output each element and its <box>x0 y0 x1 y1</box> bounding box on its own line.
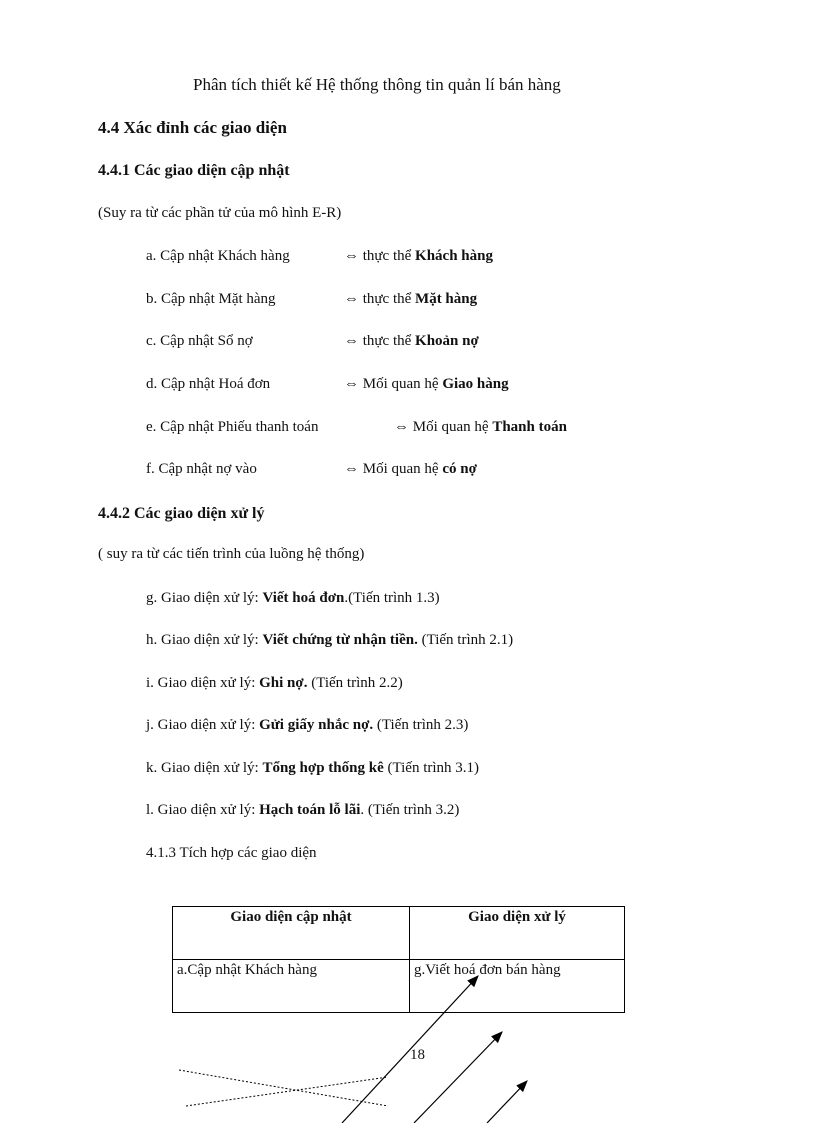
list-item-label: d. Cập nhật Hoá đơn <box>146 376 271 392</box>
page-number: 18 <box>410 1047 425 1063</box>
relation-text: ⇔ Mối quan hệ <box>344 376 443 392</box>
process-prefix: k. Giao diện xử lý: <box>146 760 263 776</box>
section-heading-4-4-2: 4.4.2 Các giao diện xử lý <box>98 505 265 522</box>
section-note-4-4-1: (Suy ra từ các phần tử của mô hình E-R) <box>98 205 342 221</box>
process-prefix: g. Giao diện xử lý: <box>146 590 263 606</box>
process-suffix: (Tiến trình 3.1) <box>383 760 480 776</box>
relation-target: Thanh toán <box>492 419 567 435</box>
section-heading-4-1-3: 4.1.3 Tích hợp các giao diện <box>146 845 317 861</box>
table-header-process: Giao diện xử lý <box>410 907 625 960</box>
process-suffix: (Tiến trình 2.2) <box>307 675 403 691</box>
relation-text: ⇔ Mối quan hệ <box>344 461 443 477</box>
relation-target: Khách hàng <box>415 248 493 264</box>
table-header-update: Giao diện cập nhật <box>173 907 410 960</box>
list-item-label: e. Cập nhật Phiếu thanh toán <box>146 419 319 435</box>
section-note-4-4-2: ( suy ra từ các tiến trình của luồng hệ thống) <box>98 546 365 562</box>
process-name: Viết hoá đơn <box>262 590 345 606</box>
relation-target: có nợ <box>442 461 477 477</box>
list-item-label: c. Cập nhật Sổ nợ <box>146 333 253 349</box>
process-name: Viết chứng từ nhận tiền. <box>262 632 418 648</box>
relation-text: ⇔ thực thể <box>344 333 416 349</box>
list-item-label: f. Cập nhật nợ vào <box>146 461 257 477</box>
relation-text: ⇔ thực thể <box>344 248 416 264</box>
connector-dotted-line <box>179 1070 388 1106</box>
relation-target: Giao hàng <box>442 376 509 392</box>
section-heading-4-4-1: 4.4.1 Các giao diện cập nhật <box>98 162 290 179</box>
process-suffix: .(Tiến trình 1.3) <box>344 590 440 606</box>
page-title: Phân tích thiết kế Hệ thống thông tin quản lí bán hàng <box>193 75 561 94</box>
process-suffix: (Tiến trình 2.3) <box>373 717 469 733</box>
process-name: Ghi nợ. <box>259 675 308 691</box>
connector-arrow <box>414 1032 502 1123</box>
relation-target: Khoản nợ <box>415 333 479 349</box>
process-suffix: . (Tiến trình 3.2) <box>360 802 460 818</box>
process-prefix: h. Giao diện xử lý: <box>146 632 263 648</box>
section-heading-4-4: 4.4 Xác đỉnh các giao diện <box>98 118 287 137</box>
process-name: Hạch toán lỗ lãi <box>259 802 361 818</box>
list-item-label: a. Cập nhật Khách hàng <box>146 248 290 264</box>
list-item-label: b. Cập nhật Mặt hàng <box>146 291 276 307</box>
table-cell-process: g.Viết hoá đơn bán hàng <box>410 960 625 1013</box>
connector-dotted-line <box>186 1077 388 1106</box>
process-suffix: (Tiến trình 2.1) <box>417 632 514 648</box>
relation-target: Mặt hàng <box>415 291 478 307</box>
relation-text: ⇔ Mối quan hệ <box>394 419 493 435</box>
table-cell-update: a.Cập nhật Khách hàng <box>173 960 410 1013</box>
process-name: Tổng hợp thống kê <box>262 760 384 776</box>
relation-text: ⇔ thực thể <box>344 291 416 307</box>
process-prefix: j. Giao diện xử lý: <box>146 717 260 733</box>
process-name: Gửi giấy nhắc nợ. <box>259 717 374 733</box>
connector-arrow <box>487 1081 527 1123</box>
process-prefix: l. Giao diện xử lý: <box>146 802 260 818</box>
process-prefix: i. Giao diện xử lý: <box>146 675 260 691</box>
